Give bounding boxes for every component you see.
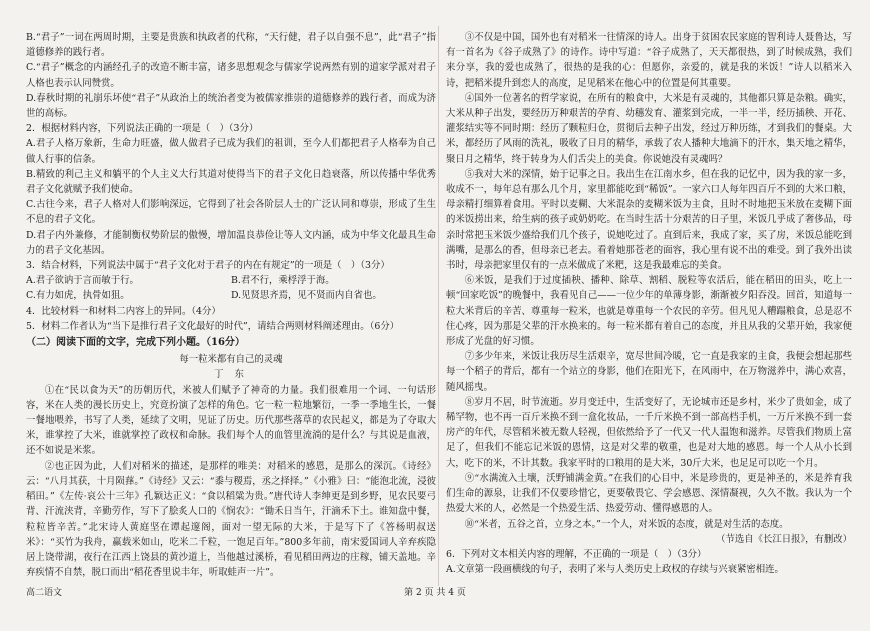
footer-page-number: 第 2 页 共 4 页 <box>404 588 466 598</box>
question-text: D.君子内外兼修，才能制衡权势阶层的傲慢，增加温良恭俭让等人文内涵，成为中华文化最具生命力的君子文化基因。 <box>26 229 436 256</box>
answer-option: D.见贤思齐焉，见不贤而内自省也。 <box>231 290 382 302</box>
question-text: A.君子人格万象新，生命力旺盛，做人做君子已成为我们的祖训，至今人们都把君子人格奉为自己做人行事的信条。 <box>26 138 436 165</box>
essay-paragraph: ⑦多少年来，米饭让我历尽生活艰辛，宽尽世间冷暖，它一直是我家的主食，我便会想起那些每一个稻子的背后，都有一个站立的身影，他们在阳光下，在风雨中，在万物滋养中，满心欢喜，随风摇曳。 <box>446 351 852 393</box>
essay-title: 每一粒米都有自己的灵魂 <box>179 354 283 366</box>
essay-paragraph: ①在“民以食为天”的历朝历代，米被人们赋予了神奇的力量。我们很难用一个词、一句话形容，米在人类的漫长历史上，究竟扮演了怎样的角色。它一粒一粒地繁衍，一季一季地生长，一餐一餐地喂养，书写了人类，延续了文明，见证了历史。历代那些落草的农民起义，都是为了夺取大米，谁掌控了大米，谁就掌控了政权和命脉。我们每个人的血管里流淌的是什么？与其说是血液，还不如说是米浆。 <box>26 384 436 457</box>
essay-paragraph: ⑧岁月不居，时节流逝。岁月变迁中，生活变好了，无论城市还是乡村，米少了贵如金，成了稀罕物，也不再一百斤米换不到一盒化妆品，一千斤米换不到一部高档手机，一万斤米换不到一套房产的年代，尽管稻米被无数人轻视，但依然给予了一代又一代人温饱和滋养。尽管我们物质上富足了，但我们不能忘记米饭的恩情，这是对父辈的敬重，也是对大地的感恩。每一个人从小长到大，吃下的米，不计其数。我家平时的口粮用的是大米，30斤大米，也足足可以吃一个月。 <box>446 396 852 469</box>
essay-paragraph: ③不仅是中国，国外也有对稻米一往情深的诗人。出身于贫困农民家庭的智利诗人聂鲁达，写有一首名为《谷子成熟了》的诗作。诗中写道：“谷子成熟了，天天都很热，到了时候成熟，我们来分享，我的爱也成熟了，很热的是我的心：但愿你，亲爱的，就是我的米饭！”诗人以稻米入诗，把稻米提升到恋人的高度，足见稻米在他心中的位置是何其重要。 <box>446 32 852 89</box>
question-text: 5．材料二作者认为“当下是推行君子文化最好的时代”，请结合两则材料阐述理由。（6分） <box>26 320 400 332</box>
question-text: 2．根据材料内容，下列说法正确的一项是（ ）（3分） <box>26 123 259 135</box>
column-divider <box>438 26 439 586</box>
essay-paragraph: ⑩“米者，五谷之首，立身之本。”一个人，对米饭的态度，就是对生活的态度。 <box>464 518 789 530</box>
question-text: B.精致的利己主义和躺平的个人主义大行其道对使得当下的君子文化日趋衰落，所以传播中华优秀君子文化就赋予我们使命。 <box>26 168 436 196</box>
footer-subject: 高二语文 <box>26 588 63 598</box>
left-column <box>26 30 436 580</box>
essay-paragraph: ②也正因为此，人们对稻米的描述，是那样的唯美：对稻米的感恩，是那么的深沉。《诗经》云：“八月其获，十月陨萚。”《诗经》又云：“黍与稷焉，丞之择择。”《小雅》曰：“能泡北流，浸彼稻田。”《左传·哀公十三年》孔颖达正义：“食以稻粱为贵。”唐代诗人李绅更是到乡野，见农民要弓背、汗流浃背，辛勤劳作，写下了脍炙人口的《悯农》：“锄禾日当午，汗滴禾下土。谁知盘中餐，粒粒皆辛苦。”北宋诗人黄庭坚在谭起邃阁，面对一望无际的大米，于是写下了《答杨明叔送米》：“买竹为我舟，赢载米如山，吃米二千粒，一饱足百年。”800多年前，南宋爱国词人辛弃疾隐居上饶带湖，夜行在江西上饶县的黄沙道上，当他越过溪桥，看见稻田两边的庄稼，铺天盖地。辛弃疾情不自禁，脱口而出“稻花香里说丰年，听取蛙声一片”。 <box>26 460 436 579</box>
answer-option: B.君不行，乘桴浮于海。 <box>231 275 335 287</box>
essay-paragraph: ⑨“水满流入土壤，沃野铺满金黄。”在我们的心目中，米是珍贵的，更是神圣的，米是养育我们生命的源泉，让我们不仅要珍惜它，更要敬畏它、学会感恩、深情凝视，久久不散。我认为一个热爱大米的人，必然是一个热爱生活、热爱劳动、懂得感恩的人。 <box>446 472 852 515</box>
right-column <box>446 30 852 577</box>
essay-paragraph: ④国外一位著名的哲学家说，在所有的粮食中，大米是有灵魂的，其他都只算是杂粮。确实，大米从种子出发，要经历万种艰苦的孕育、幼穗发育、灌浆到完成，一半一半，经历插秧、开花、灌浆结实等不同时期：经历了颗粒归仓，贯彻后去种子出发，经过万种历练，才到我们的餐桌。大米，都经历了风雨的洗礼，吸收了日月的精华，承载了农人播种大地滴下的汗水，集天地之精华，聚日月之精华，终于转身为人们舌尖上的美食。你说她没有灵魂吗？ <box>446 92 852 165</box>
question-text: C.古往今来，君子人格对人们影响深远，它得到了社会各阶层人士的广泛认同和尊崇，形成了生生不息的君子文化。 <box>26 199 436 226</box>
essay-author: 丁 东 <box>214 369 248 381</box>
section-heading: （二）阅读下面的文字，完成下列小题。（16分） <box>26 337 245 349</box>
question-text: D.春秋时期的礼崩乐坏使“君子”从政治上的统治者变为被儒家推崇的道德修养的践行者，而成为济世的高标。 <box>26 92 436 120</box>
answer-option: C.有力如虎，执骨如狙。 <box>26 290 130 302</box>
essay-paragraph: ⑤我对大米的深情，始于记事之日。我出生在江南水乡，但在我的记忆中，因为我的家一多，收成不一，每年总有那么几个月，家里都能吃到“稀饭”。一家六口人每年四百斤不到的大米口粮，母亲精打细算着食用。平时以麦糊、大米混杂的麦糊米饭为主食，且时不时地把玉米放在麦糊下面的米饭捞出来，给生病的孩子或奶奶吃。在当时生活十分艰苦的日子里，米饭几乎成了奢侈品，母亲时常把玉米饭少盛给我们几个孩子，说她吃过了。直到后来，我成了家，买了房，米饭总能吃到满嘴，是那么的香，但母亲已老去。看着她那苍老的面容，我心里有说不出的难受。到了我外出读书时，母亲把家里仅有的一点米做成了米粑，这是我最难忘的美食。 <box>446 168 852 272</box>
answer-option: A.君子欲讷于言而敏于行。 <box>26 275 139 287</box>
question-text: B.“君子”一词在两周时期，主要是贵族和执政者的代称，“天行健，君子以自强不息”，此“君子”指道德修养的践行者。 <box>26 32 436 59</box>
question-text: 3．结合材料，下列说法中属于“君子文化对于君子的内在有规定”的一项是（ ）（3分） <box>26 260 390 272</box>
question-text: C.“君子”概念的内涵经孔子的改造不断丰富，诸多思想观念与儒家学说两然有别的道家学派对君子人格也表示认同赞赏。 <box>26 62 436 89</box>
source-note: （节选自《长江日报》，有删改） <box>716 533 852 545</box>
question-text: A.文章第一段画横线的句子，表明了米与人类历史上政权的存续与兴衰紧密相连。 <box>446 564 784 576</box>
question-text: 6．下列对文本相关内容的理解，不正确的一项是（ ）（3分） <box>446 548 707 560</box>
question-text: 4．比较材料一和材料二内容上的异同。（4分） <box>26 305 221 317</box>
essay-paragraph: ⑥米饭，是我们于过度插秧、播种、除草、割稻、脱粒等农活后，能在稻田的田头，吃上一顿“回家吃饭”的晚餐中，我看见自己——一位少年的单薄身影，渐渐被夕阳吞没。回首，知道每一粒大米背后的辛苦、尊重每一粒米，也就是尊重每一个农民的辛劳。但凡见人糟蹋粮食，总是忍不住心疼，因为那是父辈的汗水换来的。每一粒米都有着自己的态度，并且从我的父辈开始，我家便形成了光盘的好习惯。 <box>446 275 852 348</box>
